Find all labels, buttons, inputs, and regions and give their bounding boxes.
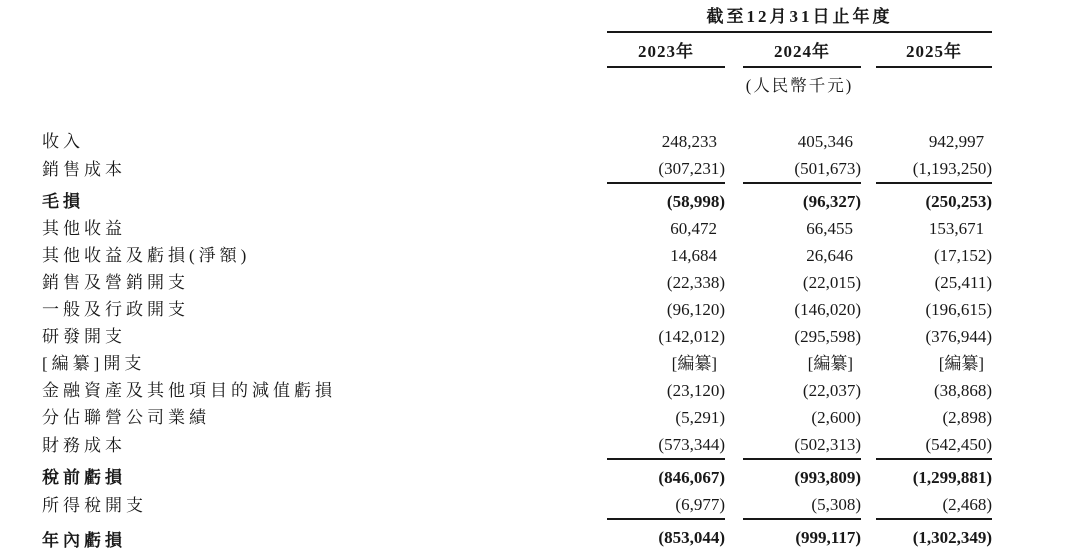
column-gap (861, 491, 876, 519)
row-value: 942,997 (928, 132, 985, 151)
header-spacer (42, 32, 607, 67)
table-row (42, 155, 992, 183)
column-gap (725, 296, 743, 323)
row-value: (22,037) (802, 381, 861, 400)
column-gap (861, 32, 876, 67)
row-label: 其他收益 (42, 219, 126, 238)
row-value: (542,450) (876, 431, 992, 459)
column-gap (861, 377, 876, 404)
table-row (42, 491, 992, 519)
row-label: 銷售及營銷開支 (42, 273, 189, 292)
row-value: [編纂] (938, 354, 985, 373)
table-row (42, 350, 992, 377)
year-column-header-2025: 2025年 (876, 32, 992, 67)
table-row (42, 215, 992, 242)
row-value: (2,600) (811, 408, 861, 427)
unit-note-row (42, 67, 992, 96)
row-value: (295,598) (794, 327, 861, 346)
column-gap (725, 491, 743, 519)
column-gap (861, 350, 876, 377)
column-gap (861, 96, 876, 155)
column-gap (725, 32, 743, 67)
column-gap (725, 269, 743, 296)
row-value: (993,809) (794, 468, 861, 487)
column-gap (725, 155, 743, 183)
column-gap (725, 431, 743, 459)
row-label: 分佔聯營公司業績 (42, 408, 210, 427)
column-gap (861, 183, 876, 215)
column-gap (725, 350, 743, 377)
column-gap (725, 377, 743, 404)
row-value: (142,012) (658, 327, 725, 346)
row-value: (96,327) (802, 192, 861, 211)
row-value: (307,231) (607, 155, 725, 183)
row-value: (38,868) (933, 381, 993, 400)
row-value: (1,302,349) (876, 519, 992, 548)
row-value: (250,253) (925, 192, 993, 211)
row-label: 年內虧損 (42, 531, 126, 548)
row-value: 248,233 (661, 132, 717, 151)
row-value: (5,308) (743, 491, 861, 519)
year-column-header-2023: 2023年 (607, 32, 725, 67)
column-gap (725, 519, 743, 548)
currency-unit-note: (人民幣千元) (745, 76, 854, 95)
row-value: (17,152) (933, 246, 993, 265)
row-value: (25,411) (934, 273, 993, 292)
row-label: 所得稅開支 (42, 496, 147, 515)
row-value: (573,344) (607, 431, 725, 459)
row-label: 一般及行政開支 (42, 300, 189, 319)
year-header-row (42, 32, 992, 67)
column-gap (725, 459, 743, 491)
column-gap (861, 519, 876, 548)
row-value: (502,313) (743, 431, 861, 459)
table-row (42, 519, 992, 548)
column-gap (861, 269, 876, 296)
column-gap (725, 96, 743, 155)
row-label: 其他收益及虧損(淨額) (42, 246, 251, 265)
row-value: (2,898) (942, 408, 993, 427)
header-spacer (42, 4, 607, 32)
row-label: 稅前虧損 (42, 468, 126, 487)
table-header (42, 4, 992, 96)
row-label: 毛損 (42, 192, 84, 211)
row-value: (146,020) (794, 300, 861, 319)
row-label: 金融資產及其他項目的減值虧損 (42, 381, 336, 400)
row-value: (853,044) (607, 519, 725, 548)
row-value: (5,291) (675, 408, 725, 427)
row-value: (376,944) (925, 327, 993, 346)
row-value: (196,615) (925, 300, 993, 319)
row-value: [編纂] (671, 354, 717, 373)
row-label: 研發開支 (42, 327, 126, 346)
row-value: (96,120) (666, 300, 725, 319)
row-value: (1,193,250) (876, 155, 992, 183)
row-value: (846,067) (658, 468, 725, 487)
row-value: 153,671 (928, 219, 985, 238)
financial-statement-table (42, 4, 992, 548)
column-gap (725, 242, 743, 269)
column-gap (861, 404, 876, 431)
row-value: 60,472 (670, 219, 717, 238)
row-value: [編纂] (807, 354, 853, 373)
row-value: 14,684 (670, 246, 717, 265)
row-value: 26,646 (806, 246, 853, 265)
column-gap (861, 215, 876, 242)
table-row (42, 296, 992, 323)
table-row (42, 96, 992, 155)
column-gap (861, 155, 876, 183)
table-row (42, 431, 992, 459)
table-body (42, 96, 992, 548)
row-value: (58,998) (666, 192, 725, 211)
table-row (42, 459, 992, 491)
row-label: 收入 (42, 132, 84, 151)
column-gap (725, 404, 743, 431)
table-row (42, 404, 992, 431)
row-value: (6,977) (607, 491, 725, 519)
table-row (42, 242, 992, 269)
table-row (42, 323, 992, 350)
row-label: 財務成本 (42, 436, 126, 455)
period-title: 截至12月31日止年度 (607, 4, 992, 32)
column-gap (861, 459, 876, 491)
year-column-header-2024: 2024年 (743, 32, 861, 67)
column-gap (861, 431, 876, 459)
row-label: 銷售成本 (42, 160, 126, 179)
row-value: (23,120) (666, 381, 725, 400)
column-gap (861, 296, 876, 323)
column-gap (725, 215, 743, 242)
table-row (42, 183, 992, 215)
column-gap (725, 323, 743, 350)
row-value: 405,346 (797, 132, 853, 151)
column-gap (725, 183, 743, 215)
header-spacer (42, 67, 607, 96)
row-value: (2,468) (876, 491, 992, 519)
row-value: 66,455 (806, 219, 853, 238)
column-gap (861, 323, 876, 350)
row-value: (22,015) (802, 273, 861, 292)
row-value: (1,299,881) (912, 468, 993, 487)
column-gap (861, 242, 876, 269)
row-value: (501,673) (743, 155, 861, 183)
row-value: (22,338) (666, 273, 725, 292)
row-value: (999,117) (743, 519, 861, 548)
period-title-row (42, 4, 992, 32)
row-label: [編纂]開支 (42, 354, 146, 373)
table-row (42, 377, 992, 404)
table-row (42, 269, 992, 296)
